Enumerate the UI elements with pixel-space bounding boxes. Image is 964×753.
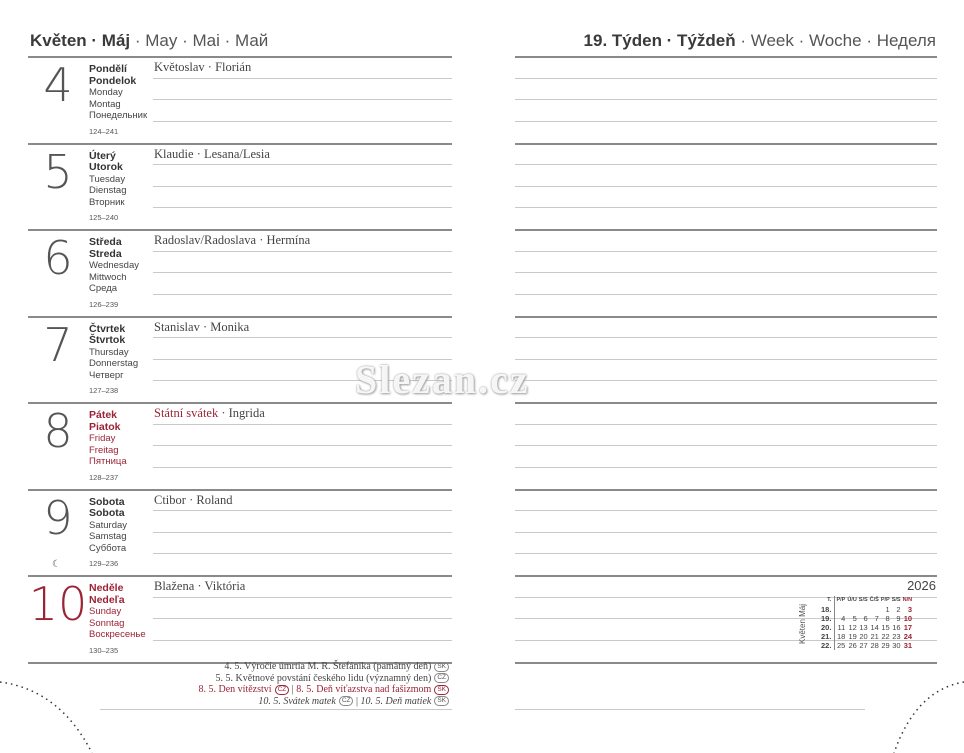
nameday-text: · Ingrida (218, 406, 265, 420)
day-of-year: 125–240 (89, 213, 119, 222)
writing-line (515, 359, 937, 360)
watermark: Slezan.cz (355, 357, 530, 402)
week-title: 19. Týden · Týždeň (583, 31, 736, 50)
day-number: 5 (43, 144, 73, 199)
mini-calendar-day: 31 (903, 640, 913, 650)
day-block (28, 143, 452, 229)
day-block (28, 402, 452, 488)
country-tag: SK (434, 662, 449, 672)
nameday-text: Květoslav · Florián (154, 60, 252, 74)
weekday-sk: Štvrtok (89, 334, 126, 346)
holiday-text: 8. 5. Deň víťazstva nad fašizmom (296, 684, 432, 695)
week-number: 20. (820, 623, 835, 632)
nameday-text: Ctibor · Roland (154, 492, 233, 507)
day-separator (515, 229, 937, 231)
weekday-en: Monday (89, 87, 123, 98)
weekday-de: Freitag (89, 444, 119, 456)
mini-calendar-day: 25 (836, 640, 846, 650)
day-of-year: 129–236 (89, 559, 119, 568)
decorative-dots-right (880, 670, 964, 753)
weekday-en: Saturday (89, 519, 128, 531)
writing-line (515, 445, 937, 446)
day-separator (515, 575, 937, 577)
country-tag: CZ (434, 673, 449, 683)
day-of-year: 124–241 (89, 126, 119, 136)
weekday-de: Montag (89, 98, 121, 110)
day-separator (515, 402, 937, 404)
holiday-note (199, 673, 449, 685)
mini-calendar-week (820, 632, 913, 641)
mini-calendar-day: 16 (892, 622, 901, 632)
weekday-en: Tuesday (89, 173, 126, 185)
weekday-cz: Neděle (89, 582, 124, 594)
footer-line (515, 709, 865, 710)
mini-calendar-day: 8 (885, 613, 890, 623)
writing-line (515, 99, 937, 100)
weekday-cz: Sobota (89, 495, 125, 508)
weekday-names (89, 324, 138, 397)
writing-line (515, 510, 937, 511)
mini-calendar-day: 7 (874, 613, 879, 623)
week-number: 18. (820, 605, 835, 614)
weekday-de: Dienstag (89, 185, 127, 196)
weekday-names (89, 497, 127, 570)
moon-phase-icon: ☾ (52, 558, 61, 570)
mini-calendar-day: 19 (848, 631, 857, 641)
weekday-header: S/S (891, 597, 901, 604)
weekday-ru: Понедельник (89, 110, 148, 121)
page-title-month (30, 31, 268, 51)
weekday-de: Mittwoch (89, 271, 127, 283)
nameday (154, 147, 270, 162)
country-tag: CZ (339, 696, 354, 706)
mini-calendar-day: 17 (903, 622, 913, 632)
mini-calendar-day: 27 (859, 640, 868, 650)
weekday-ru: Вторник (89, 196, 125, 208)
mini-calendar-day: 21 (870, 631, 879, 641)
holiday-text: 8. 5. Den vítězství (198, 684, 272, 695)
day-of-year: 130–235 (89, 645, 119, 655)
mini-calendar-day: 3 (907, 604, 913, 614)
nameday (154, 60, 251, 75)
mini-calendar-day (835, 605, 846, 614)
writing-line (515, 294, 937, 295)
mini-calendar-day: 28 (870, 640, 879, 650)
writing-line (515, 424, 937, 425)
weekday-names (89, 151, 127, 224)
weekday-header: Č/Š (869, 597, 879, 604)
weekday-header: P/P (880, 597, 890, 604)
nameday (154, 233, 310, 248)
weekday-de: Sonntag (89, 617, 125, 629)
footer-line (100, 709, 452, 710)
writing-line (515, 380, 937, 381)
mini-calendar-day: 20 (859, 631, 868, 641)
weekday-ru: Воскресенье (89, 629, 146, 640)
writing-line (515, 337, 937, 338)
weekday-sk: Streda (89, 247, 122, 260)
day-separator (515, 316, 937, 318)
holiday-text: 10. 5. Deň matiek (360, 695, 432, 707)
mini-calendar-day: 9 (896, 613, 901, 623)
mini-calendar-day: 2 (896, 604, 901, 614)
day-number: 4 (43, 58, 73, 112)
day-of-year: 127–238 (89, 386, 119, 395)
day-number: 9 (43, 490, 73, 545)
month-title: Květen · Máj (30, 31, 131, 50)
mini-calendar-day: 10 (903, 613, 913, 623)
mini-calendar-week (820, 605, 913, 614)
holiday-label: Státní svátek (154, 406, 219, 420)
decorative-dots-left (0, 670, 110, 753)
nameday (154, 406, 265, 421)
weekday-sk: Utorok (89, 161, 123, 173)
day-separator (515, 662, 937, 664)
week-number: 22. (820, 641, 835, 650)
month-title-translations: · May · Mai · Май (130, 31, 269, 50)
nameday-text: Blažena · Viktória (154, 579, 246, 593)
writing-line (515, 207, 937, 208)
mini-calendar-day: 24 (903, 631, 913, 641)
nameday (154, 579, 245, 594)
page-title-week (584, 31, 936, 51)
holiday-note (199, 661, 449, 673)
weekday-ru: Среда (89, 283, 118, 294)
week-header: T. (820, 596, 835, 605)
mini-calendar-day: 29 (881, 640, 890, 650)
weekday-cz: Pondělí (89, 63, 127, 75)
week-number: 21. (820, 632, 835, 641)
day-of-year: 126–239 (89, 299, 119, 309)
nameday-text: Klaudie · Lesana/Lesia (154, 146, 270, 161)
mini-calendar-grid (820, 596, 913, 650)
week-number: 19. (820, 614, 835, 623)
day-number: 7 (43, 317, 73, 372)
weekday-en: Wednesday (89, 260, 139, 271)
day-block (28, 229, 452, 315)
mini-calendar-day: 4 (841, 613, 846, 623)
weekday-en: Sunday (89, 606, 122, 617)
weekday-cz: Pátek (89, 409, 118, 421)
country-tag: SK (434, 696, 449, 706)
separator: | (355, 695, 358, 707)
nameday (154, 320, 249, 335)
mini-calendar-day (869, 605, 880, 614)
writing-line (515, 121, 937, 122)
weekday-ru: Четверг (89, 369, 124, 381)
weekday-header: N/N (902, 597, 913, 604)
mini-calendar-day: 11 (837, 622, 846, 632)
holiday-text: 10. 5. Svátek matek (258, 695, 336, 707)
mini-calendar-day: 15 (881, 622, 890, 632)
mini-calendar-day: 12 (848, 622, 857, 632)
weekday-names (89, 237, 139, 310)
weekday-cz: Středa (89, 236, 122, 248)
mini-calendar-day: 22 (881, 631, 890, 641)
day-number: 8 (43, 404, 73, 458)
weekday-en: Friday (89, 433, 116, 444)
weekday-header: Ú/U (847, 597, 857, 604)
mini-calendar-day: 18 (836, 631, 846, 641)
writing-line (515, 467, 937, 468)
mini-calendar-week (820, 641, 913, 650)
mini-calendar-day (858, 605, 869, 614)
day-number: 10 (28, 577, 88, 631)
weekday-sk: Pondelok (89, 74, 137, 87)
weekday-cz: Čtvrtek (89, 322, 126, 335)
holiday-text: 5. 5. Květnové povstání českého lidu (významný den) (215, 672, 432, 684)
day-block (28, 489, 452, 575)
weekday-cz: Úterý (89, 149, 116, 162)
separator: | (291, 684, 294, 695)
writing-line (515, 251, 937, 252)
weekday-names (89, 410, 127, 483)
weekday-sk: Sobota (89, 507, 125, 519)
mini-calendar-week (820, 614, 913, 623)
day-separator (515, 143, 937, 145)
day-block (28, 56, 452, 142)
mini-calendar-day: 5 (852, 613, 857, 623)
day-block (28, 575, 452, 661)
country-tag: SK (434, 685, 449, 695)
weekday-names (89, 64, 147, 137)
mini-calendar-week (820, 623, 913, 632)
weekday-ru: Пятница (89, 456, 127, 467)
mini-calendar-day: 23 (892, 631, 901, 641)
mini-calendar-day: 1 (885, 604, 890, 614)
country-tag: CZ (275, 685, 290, 695)
mini-calendar-year: 2026 (907, 578, 936, 593)
writing-line (515, 78, 937, 79)
mini-calendar-day: 6 (863, 613, 868, 623)
writing-line (515, 186, 937, 187)
writing-line (515, 532, 937, 533)
day-number: 6 (43, 231, 73, 285)
week-title-translations: · Week · Woche · Неделя (735, 31, 936, 50)
weekday-header: S/S (858, 597, 868, 604)
nameday-text: Radoslav/Radoslava · Hermína (154, 233, 311, 247)
weekday-sk: Nedeľa (89, 593, 125, 606)
day-of-year: 128–237 (89, 472, 119, 482)
nameday-text: Stanislav · Monika (154, 319, 250, 334)
mini-calendar-day: 30 (892, 640, 901, 650)
weekday-en: Thursday (89, 346, 129, 358)
day-separator (515, 56, 937, 58)
holiday-notes (199, 661, 449, 707)
weekday-sk: Piatok (89, 420, 121, 433)
weekday-de: Donnerstag (89, 358, 139, 369)
writing-line (515, 553, 937, 554)
mini-calendar-day: 26 (848, 640, 857, 650)
holiday-note (199, 696, 449, 708)
weekday-names (89, 583, 146, 656)
mini-calendar-day: 14 (870, 622, 879, 632)
holiday-text: 4. 5. Výročie úmrtia M. R. Štefánika (pamätný deň) (224, 661, 432, 672)
weekday-ru: Суббота (89, 542, 127, 554)
holiday-note (199, 684, 449, 696)
day-separator (515, 489, 937, 491)
writing-line (515, 164, 937, 165)
mini-calendar-day (846, 605, 857, 614)
nameday (154, 493, 232, 508)
mini-calendar-month: Květen Máj (798, 603, 807, 645)
writing-line (515, 272, 937, 273)
weekday-de: Samstag (89, 531, 127, 542)
weekday-header: P/P (836, 597, 846, 604)
mini-calendar-day: 13 (859, 622, 868, 632)
